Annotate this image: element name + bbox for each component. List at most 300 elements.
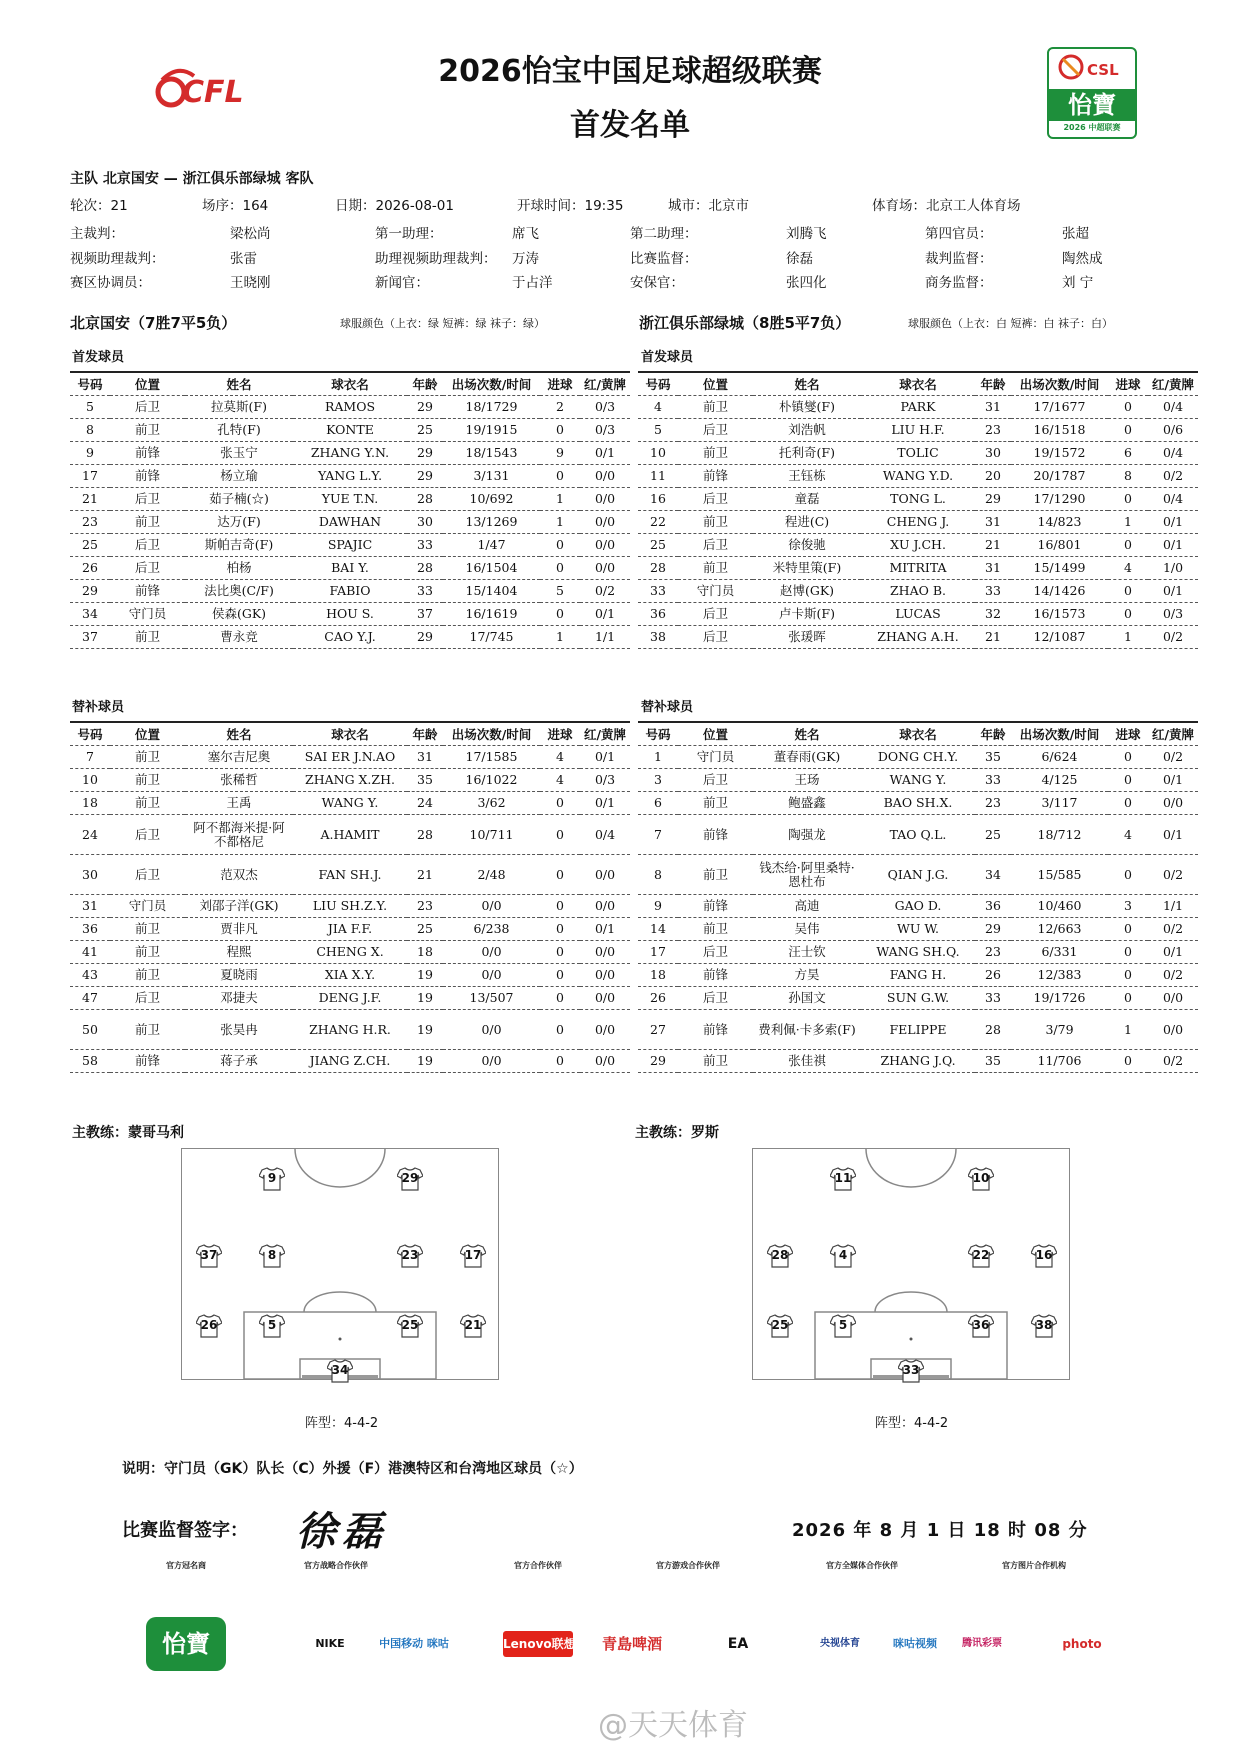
official-name: 万涛 [512, 251, 539, 267]
player-cell: 18 [638, 964, 678, 987]
player-row [70, 815, 630, 855]
player-cell: 张瑗晖 [753, 626, 861, 649]
player-cell: 29 [407, 442, 443, 465]
column-header: 红/黄牌 [1148, 372, 1198, 396]
player-cell: 徐俊驰 [753, 534, 861, 557]
player-cell: 0/1 [580, 442, 630, 465]
player-row [70, 511, 630, 534]
official-role: 赛区协调员： [70, 275, 151, 291]
sponsor-logo: NIKE [306, 1629, 354, 1659]
column-header: 位置 [678, 372, 753, 396]
player-cell: 3 [1108, 895, 1148, 918]
player-shirt-icon [968, 1244, 994, 1268]
player-cell: 米特里策(F) [753, 557, 861, 580]
player-cell: 6/238 [443, 918, 540, 941]
player-cell: 17/1677 [1011, 396, 1108, 419]
player-cell: 0 [540, 987, 580, 1010]
player-cell: 达万(F) [185, 511, 293, 534]
player-cell: CHENG J. [861, 511, 975, 534]
player-cell: 26 [70, 557, 110, 580]
player-cell: 王钰栋 [753, 465, 861, 488]
shirt-number: 11 [834, 1171, 852, 1185]
shirt-number: 4 [838, 1248, 848, 1262]
player-cell: 0/1 [580, 746, 630, 769]
player-cell: 0 [540, 855, 580, 895]
player-cell: 1 [638, 746, 678, 769]
player-cell: 19/1915 [443, 419, 540, 442]
player-cell: ZHAO B. [861, 580, 975, 603]
player-cell: 0/4 [1148, 488, 1198, 511]
shirt-number: 37 [200, 1248, 218, 1262]
player-row [70, 746, 630, 769]
player-cell: FANG H. [861, 964, 975, 987]
player-cell: 0/0 [443, 1010, 540, 1050]
sponsor-logo: 青島啤酒 [602, 1629, 662, 1659]
player-cell: CHENG X. [293, 941, 407, 964]
player-cell: 36 [975, 895, 1011, 918]
player-cell: 15/1499 [1011, 557, 1108, 580]
player-row [638, 419, 1198, 442]
sponsor-logo: 咪咕视频 [885, 1629, 945, 1659]
player-cell: 30 [407, 511, 443, 534]
player-cell: 范双杰 [185, 855, 293, 895]
player-cell: 0/4 [1148, 396, 1198, 419]
away-formation-label: 阵型：4-4-2 [875, 1416, 949, 1431]
player-cell: 后卫 [678, 488, 753, 511]
pitch-markings [753, 1149, 1069, 1379]
player-cell: 贾非凡 [185, 918, 293, 941]
player-cell: 3/131 [443, 465, 540, 488]
player-cell: 10 [638, 442, 678, 465]
player-shirt-icon [830, 1167, 856, 1191]
official-name: 梁松尚 [230, 226, 271, 242]
player-cell: 0 [1108, 855, 1148, 895]
player-shirt-icon [397, 1314, 423, 1338]
player-cell: 21 [975, 626, 1011, 649]
player-cell: 0/0 [443, 964, 540, 987]
player-cell: 前锋 [678, 465, 753, 488]
player-cell: 0/0 [580, 941, 630, 964]
player-cell: 0 [540, 465, 580, 488]
cfl-logo-text: CFL [182, 75, 243, 110]
player-cell: 0/0 [580, 534, 630, 557]
player-cell: 0 [1108, 964, 1148, 987]
official-name: 刘腾飞 [786, 226, 827, 242]
player-cell: 33 [975, 987, 1011, 1010]
player-cell: 16/1619 [443, 603, 540, 626]
player-cell: 3/117 [1011, 792, 1108, 815]
player-cell: 18/712 [1011, 815, 1108, 855]
player-cell: 38 [638, 626, 678, 649]
player-cell: 费利佩·卡多索(F) [753, 1010, 861, 1050]
player-cell: XIA X.Y. [293, 964, 407, 987]
shirt-number: 36 [972, 1318, 990, 1332]
player-cell: 0 [540, 557, 580, 580]
player-cell: 29 [407, 626, 443, 649]
player-cell: 31 [975, 511, 1011, 534]
away-kit-colors: 球服颜色（上衣：白 短裤：白 袜子：白） [908, 317, 1113, 330]
round: 轮次：21 [70, 198, 128, 214]
player-cell: 17/1585 [443, 746, 540, 769]
column-header: 年龄 [407, 372, 443, 396]
player-cell: 后卫 [110, 488, 185, 511]
player-cell: 15/585 [1011, 855, 1108, 895]
player-cell: 孔特(F) [185, 419, 293, 442]
player-cell: 1 [540, 488, 580, 511]
player-cell: 29 [975, 918, 1011, 941]
player-cell: 4 [1108, 815, 1148, 855]
player-cell: 1 [1108, 511, 1148, 534]
player-cell: 前卫 [110, 964, 185, 987]
player-row [638, 746, 1198, 769]
player-row [638, 465, 1198, 488]
player-cell: 柏杨 [185, 557, 293, 580]
player-cell: 11 [638, 465, 678, 488]
player-cell: 15/1404 [443, 580, 540, 603]
player-cell: 31 [70, 895, 110, 918]
page-subtitle: 首发名单 [570, 108, 690, 143]
player-cell: 11/706 [1011, 1050, 1108, 1073]
player-cell: 前卫 [110, 792, 185, 815]
player-cell: 29 [975, 488, 1011, 511]
player-cell: 邓捷夫 [185, 987, 293, 1010]
player-cell: 0/3 [1148, 603, 1198, 626]
player-cell: 20/1787 [1011, 465, 1108, 488]
teams-line: 主队 北京国安 — 浙江俱乐部绿城 客队 [70, 171, 314, 187]
sponsor-caption: 官方合作伙伴 [514, 1561, 562, 1570]
player-cell: 33 [975, 769, 1011, 792]
player-row [70, 964, 630, 987]
player-cell: 23 [975, 792, 1011, 815]
player-cell: WANG SH.Q. [861, 941, 975, 964]
player-cell: FAN SH.J. [293, 855, 407, 895]
home-coach: 主教练：蒙哥马利 [72, 1125, 184, 1141]
player-cell: 12/383 [1011, 964, 1108, 987]
shirt-number: 5 [267, 1318, 277, 1332]
player-cell: 14/1426 [1011, 580, 1108, 603]
player-cell: 陶强龙 [753, 815, 861, 855]
player-cell: 29 [638, 1050, 678, 1073]
player-cell: 0/3 [580, 769, 630, 792]
player-cell: 25 [975, 815, 1011, 855]
csl-logo-text: CSL [1087, 61, 1119, 79]
player-row [70, 580, 630, 603]
player-row [70, 918, 630, 941]
player-shirt-icon [767, 1314, 793, 1338]
official-role: 第一助理： [375, 226, 443, 242]
player-row [70, 792, 630, 815]
player-row [638, 1050, 1198, 1073]
player-shirt-icon [830, 1314, 856, 1338]
player-cell: 0/2 [1148, 465, 1198, 488]
player-cell: 18 [70, 792, 110, 815]
player-cell: 28 [638, 557, 678, 580]
player-cell: 0/0 [1148, 792, 1198, 815]
player-cell: 0/6 [1148, 419, 1198, 442]
official-role: 第二助理： [630, 226, 698, 242]
player-cell: 0/2 [1148, 964, 1198, 987]
player-shirt-icon [259, 1244, 285, 1268]
table-header-row [70, 722, 630, 746]
shirt-number: 21 [464, 1318, 482, 1332]
player-cell: 前卫 [678, 1050, 753, 1073]
player-cell: 14 [638, 918, 678, 941]
player-cell: 9 [70, 442, 110, 465]
home-subs-label: 替补球员 [72, 700, 125, 715]
player-cell: 侯森(GK) [185, 603, 293, 626]
player-cell: 0/2 [1148, 1050, 1198, 1073]
player-cell: 0 [540, 534, 580, 557]
official-role: 第四官员： [925, 226, 993, 242]
city: 城市：北京市 [668, 198, 749, 214]
player-cell: 8 [638, 855, 678, 895]
player-row [638, 815, 1198, 855]
player-cell: 9 [638, 895, 678, 918]
column-header: 红/黄牌 [580, 722, 630, 746]
player-cell: 2/48 [443, 855, 540, 895]
player-cell: WANG Y. [293, 792, 407, 815]
player-cell: 守门员 [678, 580, 753, 603]
player-cell: 刘邵子洋(GK) [185, 895, 293, 918]
away-subs-table [638, 721, 1198, 1073]
player-row [70, 895, 630, 918]
player-cell: 35 [407, 769, 443, 792]
player-cell: 43 [70, 964, 110, 987]
player-cell: 12/1087 [1011, 626, 1108, 649]
player-cell: 18/1729 [443, 396, 540, 419]
player-cell: 拉莫斯(F) [185, 396, 293, 419]
player-cell: 钱杰给·阿里桑特·恩杜布 [753, 855, 861, 895]
player-cell: 后卫 [678, 769, 753, 792]
player-cell: 前卫 [678, 855, 753, 895]
player-cell: 0 [540, 941, 580, 964]
player-cell: 阿不都海米提·阿不都格尼 [185, 815, 293, 855]
player-cell: 16/1518 [1011, 419, 1108, 442]
player-cell: 37 [407, 603, 443, 626]
official-name: 席飞 [512, 226, 539, 242]
player-cell: 1/1 [1148, 895, 1198, 918]
signature-handwriting: 徐磊 [296, 1508, 388, 1555]
player-cell: 25 [638, 534, 678, 557]
player-cell: 鲍盛鑫 [753, 792, 861, 815]
column-header: 出场次数/时间 [443, 722, 540, 746]
player-cell: 34 [975, 855, 1011, 895]
player-cell: 47 [70, 987, 110, 1010]
player-row [70, 1050, 630, 1073]
player-cell: 塞尔吉尼奥 [185, 746, 293, 769]
home-starters-label: 首发球员 [72, 350, 125, 365]
legend-note: 说明：守门员（GK）队长（C）外援（F）港澳特区和台湾地区球员（☆） [122, 1461, 583, 1477]
player-cell: 6/624 [1011, 746, 1108, 769]
player-cell: 0/0 [580, 964, 630, 987]
match-date: 日期：2026-08-01 [335, 198, 454, 214]
column-header: 姓名 [185, 722, 293, 746]
sponsor-logo: 腾讯彩票 [952, 1629, 1012, 1659]
player-cell: 后卫 [110, 815, 185, 855]
player-cell: 后卫 [678, 603, 753, 626]
player-cell: ZHANG H.R. [293, 1010, 407, 1050]
official-role: 助理视频助理裁判： [375, 251, 497, 267]
player-cell: 0/2 [1148, 626, 1198, 649]
player-cell: 0/4 [580, 815, 630, 855]
official-name: 徐磊 [786, 251, 813, 267]
player-cell: 前锋 [678, 1010, 753, 1050]
away-subs-label: 替补球员 [641, 700, 694, 715]
player-cell: 4 [638, 396, 678, 419]
column-header: 进球 [540, 372, 580, 396]
player-cell: 0/0 [1148, 1010, 1198, 1050]
player-cell: 后卫 [110, 987, 185, 1010]
player-cell: 蒋子承 [185, 1050, 293, 1073]
player-cell: 0/0 [580, 1010, 630, 1050]
official-role: 商务监督： [925, 275, 993, 291]
player-cell: 前卫 [110, 626, 185, 649]
player-shirt-icon [830, 1244, 856, 1268]
player-cell: 50 [70, 1010, 110, 1050]
player-cell: SPAJIC [293, 534, 407, 557]
pitch-markings [182, 1149, 498, 1379]
player-cell: 19/1726 [1011, 987, 1108, 1010]
sponsor-caption: 官方战略合作伙伴 [304, 1561, 368, 1570]
home-formation-label: 阵型：4-4-2 [305, 1416, 379, 1431]
player-cell: 前卫 [110, 511, 185, 534]
player-row [638, 918, 1198, 941]
player-cell: 24 [70, 815, 110, 855]
player-cell: ZHANG X.ZH. [293, 769, 407, 792]
player-row [70, 626, 630, 649]
player-cell: 17/745 [443, 626, 540, 649]
shirt-number: 17 [464, 1248, 482, 1262]
player-row [638, 941, 1198, 964]
player-cell: 后卫 [110, 855, 185, 895]
player-cell: 34 [70, 603, 110, 626]
away-starters-table [638, 371, 1198, 649]
player-cell: 0/0 [580, 511, 630, 534]
player-cell: 0/2 [1148, 746, 1198, 769]
player-cell: 后卫 [110, 557, 185, 580]
player-row [638, 557, 1198, 580]
column-header: 号码 [638, 372, 678, 396]
player-row [638, 603, 1198, 626]
player-cell: 24 [407, 792, 443, 815]
player-cell: 后卫 [110, 534, 185, 557]
player-cell: 吴伟 [753, 918, 861, 941]
player-cell: 19 [407, 1010, 443, 1050]
sponsor-logo: 央视体育 [814, 1627, 866, 1661]
player-cell: 19 [407, 964, 443, 987]
sponsor-logo: Lenovo联想 [503, 1631, 573, 1657]
player-cell: 4 [1108, 557, 1148, 580]
player-cell: 0/0 [443, 941, 540, 964]
away-formation-pitch [752, 1148, 1070, 1380]
player-cell: 后卫 [678, 987, 753, 1010]
player-cell: 董春雨(GK) [753, 746, 861, 769]
player-cell: 0/1 [1148, 511, 1198, 534]
player-cell: 杨立瑜 [185, 465, 293, 488]
player-cell: 21 [975, 534, 1011, 557]
player-cell: 33 [638, 580, 678, 603]
player-cell: WANG Y.D. [861, 465, 975, 488]
player-cell: 9 [540, 442, 580, 465]
player-cell: 高迪 [753, 895, 861, 918]
column-header: 球衣名 [861, 722, 975, 746]
player-cell: 37 [70, 626, 110, 649]
player-cell: 0/2 [1148, 918, 1198, 941]
player-row [638, 895, 1198, 918]
player-cell: 35 [975, 746, 1011, 769]
away-team-name: 浙江俱乐部绿城（8胜5平7负） [639, 314, 851, 332]
player-cell: CAO Y.J. [293, 626, 407, 649]
player-cell: 0/0 [580, 488, 630, 511]
player-cell: XU J.CH. [861, 534, 975, 557]
player-cell: 0/3 [580, 396, 630, 419]
player-cell: 26 [638, 987, 678, 1010]
shirt-number: 33 [902, 1363, 920, 1377]
shirt-number: 29 [401, 1171, 419, 1185]
home-team-name: 北京国安（7胜7平5负） [70, 314, 237, 332]
shirt-number: 5 [838, 1318, 848, 1332]
player-cell: 0/1 [580, 603, 630, 626]
player-row [70, 557, 630, 580]
player-row [70, 855, 630, 895]
player-cell: 2 [540, 396, 580, 419]
player-cell: 25 [407, 419, 443, 442]
player-cell: 0/1 [1148, 815, 1198, 855]
player-cell: 1/0 [1148, 557, 1198, 580]
player-row [638, 855, 1198, 895]
player-cell: 前锋 [678, 964, 753, 987]
player-cell: 28 [407, 557, 443, 580]
player-shirt-icon [767, 1244, 793, 1268]
sponsor-caption: 官方图片合作机构 [1002, 1561, 1066, 1570]
official-role: 裁判监督： [925, 251, 993, 267]
column-header: 年龄 [975, 722, 1011, 746]
player-cell: 31 [975, 396, 1011, 419]
player-cell: RAMOS [293, 396, 407, 419]
player-cell: 0/1 [1148, 769, 1198, 792]
player-cell: 33 [407, 580, 443, 603]
player-cell: 汪士钦 [753, 941, 861, 964]
player-shirt-icon [968, 1167, 994, 1191]
player-cell: 17/1290 [1011, 488, 1108, 511]
player-shirt-icon [1031, 1314, 1057, 1338]
player-cell: 0 [540, 1050, 580, 1073]
player-cell: 王玚 [753, 769, 861, 792]
player-cell: 张昊冉 [185, 1010, 293, 1050]
player-cell: 后卫 [678, 534, 753, 557]
column-header: 球衣名 [293, 372, 407, 396]
player-cell: 0 [1108, 603, 1148, 626]
official-name: 刘 宁 [1062, 275, 1094, 291]
player-cell: 1 [540, 626, 580, 649]
player-cell: 17 [638, 941, 678, 964]
player-cell: 5 [540, 580, 580, 603]
official-role: 安保官： [630, 275, 684, 291]
player-cell: 0 [1108, 580, 1148, 603]
player-cell: 1 [1108, 1010, 1148, 1050]
column-header: 号码 [70, 372, 110, 396]
player-shirt-icon [196, 1314, 222, 1338]
player-cell: QIAN J.G. [861, 855, 975, 895]
player-cell: 守门员 [110, 895, 185, 918]
player-row [70, 442, 630, 465]
page-title: 2026怡宝中国足球超级联赛 [438, 54, 822, 89]
player-cell: 前卫 [678, 511, 753, 534]
player-cell: 0/3 [580, 419, 630, 442]
player-row [638, 792, 1198, 815]
player-cell: 前卫 [110, 1010, 185, 1050]
sponsor-caption: 官方全媒体合作伙伴 [826, 1561, 898, 1570]
